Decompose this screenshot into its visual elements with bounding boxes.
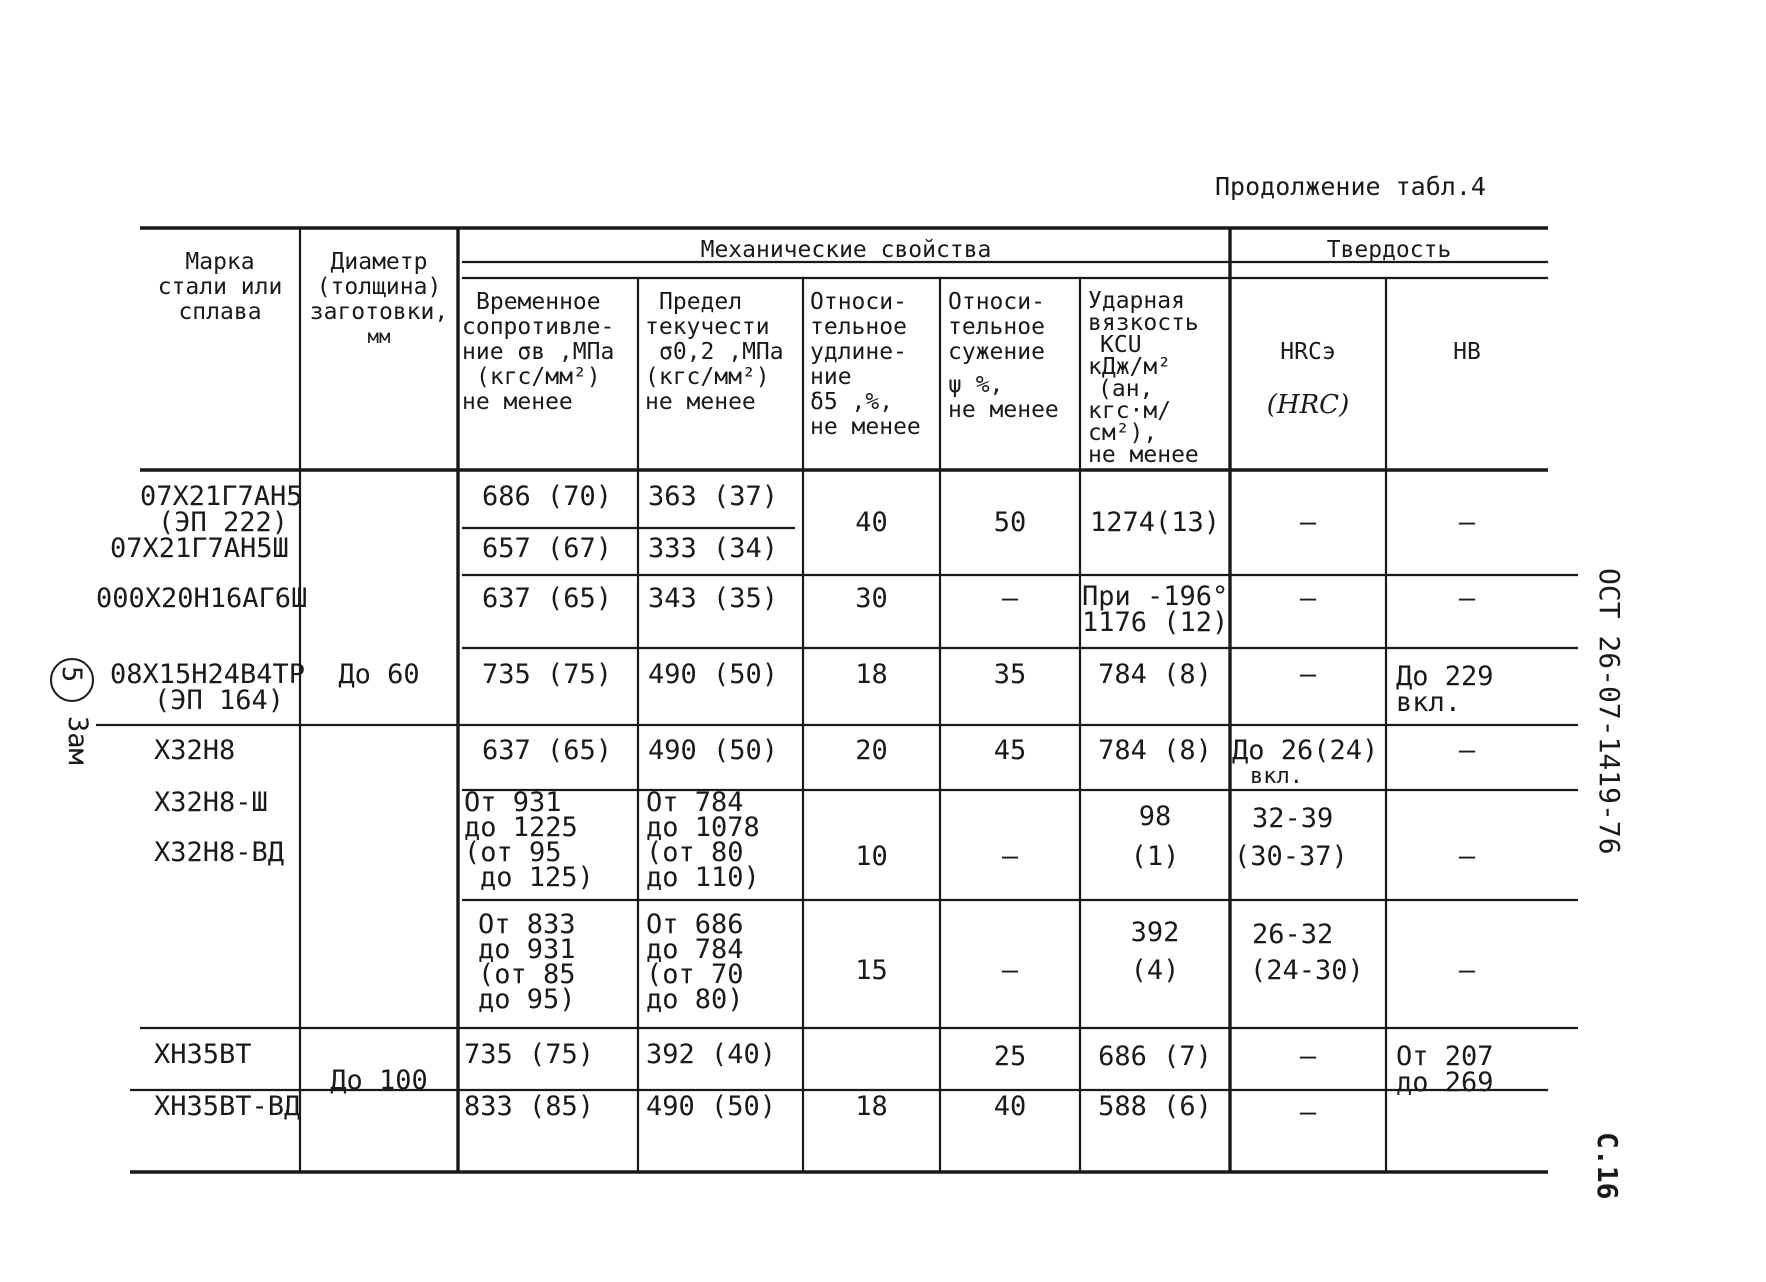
- grade-ep164: (ЭП 164): [154, 685, 285, 716]
- r4-hb-limit: До 229: [1396, 661, 1494, 692]
- r9-tensile: 833 (85): [464, 1091, 595, 1122]
- r2-tensile: 657 (67): [482, 533, 613, 564]
- r3-hrc: –: [1299, 583, 1317, 614]
- header-mechanical-properties: Механические свойства: [700, 237, 992, 263]
- grade-ep222: (ЭП 222): [158, 507, 289, 538]
- r5-impact: 784 (8): [1098, 735, 1212, 766]
- margin-mark-text: Зам: [62, 716, 93, 765]
- header-yield: Предел текучести σ0,2 ,МПа (кгс/мм²) не менее: [645, 289, 784, 415]
- r3-hb: –: [1458, 583, 1476, 614]
- r4-elongation: 18: [855, 659, 888, 690]
- r5-tensile: 637 (65): [482, 735, 613, 766]
- r12-impact: 1274(13): [1089, 507, 1221, 538]
- grade-kh32n8: Х32Н8: [154, 735, 236, 766]
- r3-yield: 343 (35): [648, 583, 779, 614]
- grade-khn35vt: ХН35ВТ: [154, 1039, 252, 1070]
- grade-07kh21g7an5: 07Х21Г7АН5: [140, 481, 303, 512]
- r6-elongation: 10: [855, 841, 888, 872]
- r7-hb: –: [1458, 955, 1476, 986]
- r5-yield: 490 (50): [648, 735, 779, 766]
- r4-tensile: 735 (75): [482, 659, 613, 690]
- margin-mark-number: 5: [56, 666, 87, 683]
- r89-hb-from: От 207: [1396, 1041, 1494, 1072]
- r89-hb-to: до 269: [1396, 1067, 1494, 1098]
- r7-impact-value: 392: [1130, 917, 1180, 948]
- header-hb: НВ: [1453, 339, 1481, 365]
- r3-reduction: –: [1001, 583, 1019, 614]
- r8-hrc: –: [1299, 1041, 1317, 1072]
- header-tensile: Временное сопротивле- ние σв ,МПа (кгс/мм²) не менее: [462, 289, 615, 415]
- diameter-up-to-100: До 100: [330, 1065, 428, 1096]
- r9-elongation: 18: [855, 1091, 888, 1122]
- r12-reduction: 50: [993, 507, 1027, 538]
- grade-000kh20n16ag6sh: 000Х20Н16АГ6Ш: [96, 583, 308, 614]
- r6-tensile: От 931 до 1225 (от 95 до 125): [464, 787, 594, 893]
- r9-yield: 490 (50): [646, 1091, 777, 1122]
- r3-elongation: 30: [855, 583, 888, 614]
- document-code: ОСТ 26-07-1419-76: [1593, 568, 1626, 855]
- r3-tensile: 637 (65): [482, 583, 613, 614]
- r9-impact: 588 (6): [1098, 1091, 1212, 1122]
- r4-impact: 784 (8): [1098, 659, 1212, 690]
- r4-hrc: –: [1299, 659, 1317, 690]
- header-elongation: Относи- тельное удлине- ние δ5 ,%, не менее: [810, 289, 921, 440]
- r7-hrc-range: 26-32: [1252, 919, 1334, 950]
- r5-hrc-incl: вкл.: [1250, 764, 1303, 789]
- r6-hb: –: [1458, 841, 1476, 872]
- header-impact: Ударная вязкость KCU кДж/м² (ан, кгс·м/см²), не менее: [1088, 288, 1199, 468]
- r7-tensile: От 833 до 931 (от 85 до 95): [478, 909, 576, 1015]
- r6-yield: От 784 до 1078 (от 80 до 110): [646, 787, 760, 893]
- r7-elongation: 15: [855, 955, 888, 986]
- page-label: С.16: [1591, 1132, 1624, 1200]
- r5-reduction: 45: [993, 735, 1027, 766]
- grade-kh32n8-sh: Х32Н8-Ш: [154, 787, 268, 818]
- margin-mark-circle: [50, 658, 94, 702]
- header-diameter: Диаметр (толщина) заготовки, мм: [309, 249, 449, 348]
- r6-hrc-range: 32-39: [1252, 803, 1334, 834]
- r3-impact-condition: При -196°: [1082, 581, 1229, 612]
- r8-tensile: 735 (75): [464, 1039, 595, 1070]
- r3-impact-value: 1176 (12): [1082, 607, 1229, 638]
- r1-tensile: 686 (70): [482, 481, 613, 512]
- r6-impact-kgf: (1): [1130, 841, 1180, 872]
- r4-hb-incl: вкл.: [1396, 687, 1462, 718]
- r6-reduction: –: [1001, 841, 1019, 872]
- header-hardness: Твердость: [1326, 237, 1452, 263]
- header-hrc-note: (HRC): [1266, 390, 1350, 420]
- grade-khn35vt-vd: ХН35ВТ-ВД: [154, 1091, 301, 1122]
- r5-hrc-limit: До 26(24): [1232, 735, 1379, 766]
- r9-reduction: 40: [993, 1091, 1027, 1122]
- r9-hrc: –: [1299, 1097, 1317, 1128]
- r5-hb: –: [1458, 735, 1476, 766]
- r8-reduction: 25: [993, 1041, 1027, 1072]
- r1-yield: 363 (37): [648, 481, 779, 512]
- r12-elongation: 40: [855, 507, 888, 538]
- r12-hrc: –: [1299, 507, 1317, 538]
- grade-08kh15n24v4tr: 08Х15Н24В4ТР: [110, 659, 306, 690]
- r6-impact-value: 98: [1138, 801, 1172, 832]
- r5-elongation: 20: [855, 735, 888, 766]
- r7-yield: От 686 до 784 (от 70 до 80): [646, 909, 744, 1015]
- r6-hrc-range-alt: (30-37): [1234, 841, 1348, 872]
- r2-yield: 333 (34): [648, 533, 779, 564]
- header-reduction: Относи- тельное сужение ψ %, не менее: [948, 289, 1059, 423]
- header-grade: Марка стали или сплава: [157, 249, 283, 325]
- r7-reduction: –: [1001, 955, 1019, 986]
- r7-impact-kgf: (4): [1130, 955, 1180, 986]
- r8-impact: 686 (7): [1098, 1041, 1212, 1072]
- diameter-up-to-60: До 60: [338, 659, 420, 690]
- r8-yield: 392 (40): [646, 1039, 777, 1070]
- continuation-label: Продолжение табл.4: [1215, 172, 1486, 201]
- grade-kh32n8-vd: Х32Н8-ВД: [154, 837, 285, 868]
- header-hrc: HRCэ: [1280, 339, 1336, 365]
- grade-07kh21g7an5sh: 07Х21Г7АН5Ш: [110, 533, 289, 564]
- r4-reduction: 35: [993, 659, 1027, 690]
- r4-yield: 490 (50): [648, 659, 779, 690]
- r12-hb: –: [1458, 507, 1476, 538]
- r7-hrc-range-alt: (24-30): [1250, 955, 1364, 986]
